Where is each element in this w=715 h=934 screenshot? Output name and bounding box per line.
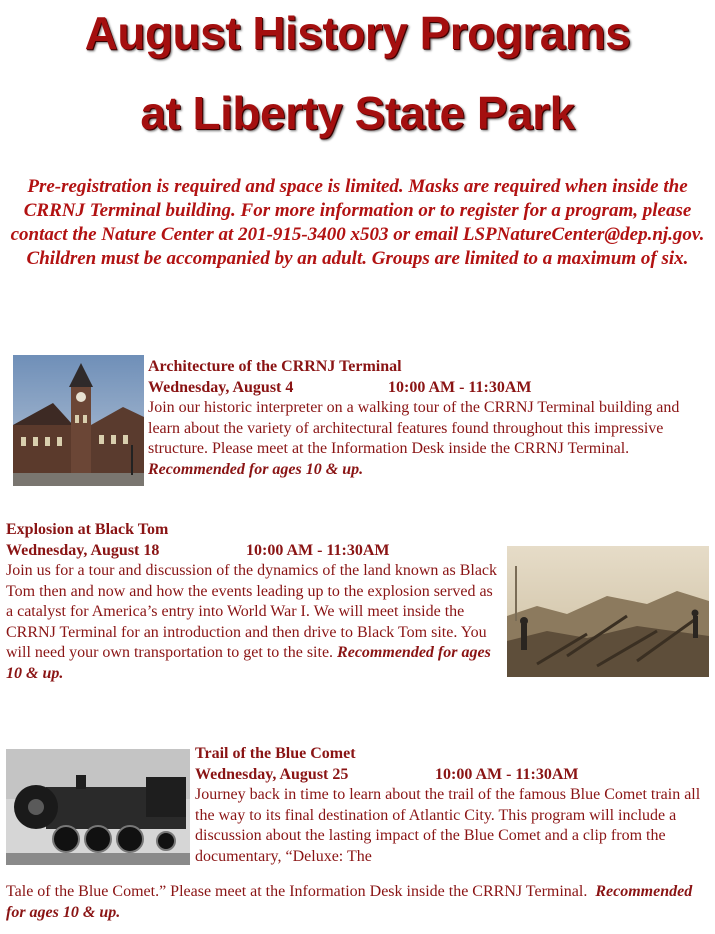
page-title-line-1: August History Programs <box>84 7 631 59</box>
program-recommendation: Recommended for ages 10 & up. <box>6 644 491 682</box>
program-architecture <box>148 357 710 480</box>
program-time: 10:00 AM - 11:30AM <box>246 541 390 559</box>
program-date <box>6 541 500 562</box>
program-blue-comet-continued <box>6 882 710 923</box>
program-description-text: Join our historic interpreter on a walking tour of the CRRNJ Terminal building and learn about the variety of architectural features found throughout this impressive structure. Please meet at the Information Desk inside the CRRNJ Terminal. <box>148 399 680 457</box>
program-blue-comet <box>195 744 710 867</box>
program-description: Journey back in time to learn about the trail of the famous Blue Comet train all the way to its final destination of Atlantic City. This program will include a discussion about the lasting impact of the Blue Comet and a clip from the documentary, “Deluxe: The <box>195 786 701 865</box>
program-description <box>148 398 710 480</box>
program-day: Wednesday, August 4 <box>148 378 294 396</box>
program-title: Trail of the Blue Comet <box>195 745 356 762</box>
black-tom-explosion-photo <box>507 546 709 677</box>
intro-notice: Pre-registration is required and space is limited. Masks are required when inside the CRRNJ Terminal building. For more information or to register for a program, please contact the Nature Center at 201-915-3400 x503 or email LSPNatureCenter@dep.nj.gov. Children must be accompanied by an adult. Groups are limited to a maximum of six. <box>10 176 705 269</box>
blue-comet-locomotive-photo <box>6 749 190 865</box>
program-title: Architecture of the CRRNJ Terminal <box>148 358 402 375</box>
program-description <box>6 561 500 684</box>
program-time: 10:00 AM - 11:30AM <box>435 765 579 783</box>
program-date <box>195 765 710 786</box>
program-description-continued <box>6 882 710 923</box>
program-day: Wednesday, August 25 <box>195 765 349 783</box>
program-time: 10:00 AM - 11:30AM <box>388 378 532 396</box>
program-recommendation: Recommended for ages 10 & up. <box>6 883 693 921</box>
program-description-text: Join us for a tour and discussion of the dynamics of the land known as Black Tom then and now and how the events leading up to the explosion served as a catalyst for America’s entry into World War I. We will meet inside the CRRNJ Terminal for an introduction and then drive to Black Tom site. You will need your own transportation to get to the site. <box>6 562 498 661</box>
program-description-text: Tale of the Blue Comet.” Please meet at the Information Desk inside the CRRNJ Terminal. <box>6 883 588 900</box>
program-black-tom <box>6 520 500 684</box>
terminal-building-photo <box>13 355 144 486</box>
program-day: Wednesday, August 18 <box>6 541 160 559</box>
program-title: Explosion at Black Tom <box>6 521 169 538</box>
page-title-line-2: at Liberty State Park <box>140 87 575 139</box>
program-date <box>148 378 710 399</box>
program-recommendation: Recommended for ages 10 & up. <box>148 460 364 478</box>
